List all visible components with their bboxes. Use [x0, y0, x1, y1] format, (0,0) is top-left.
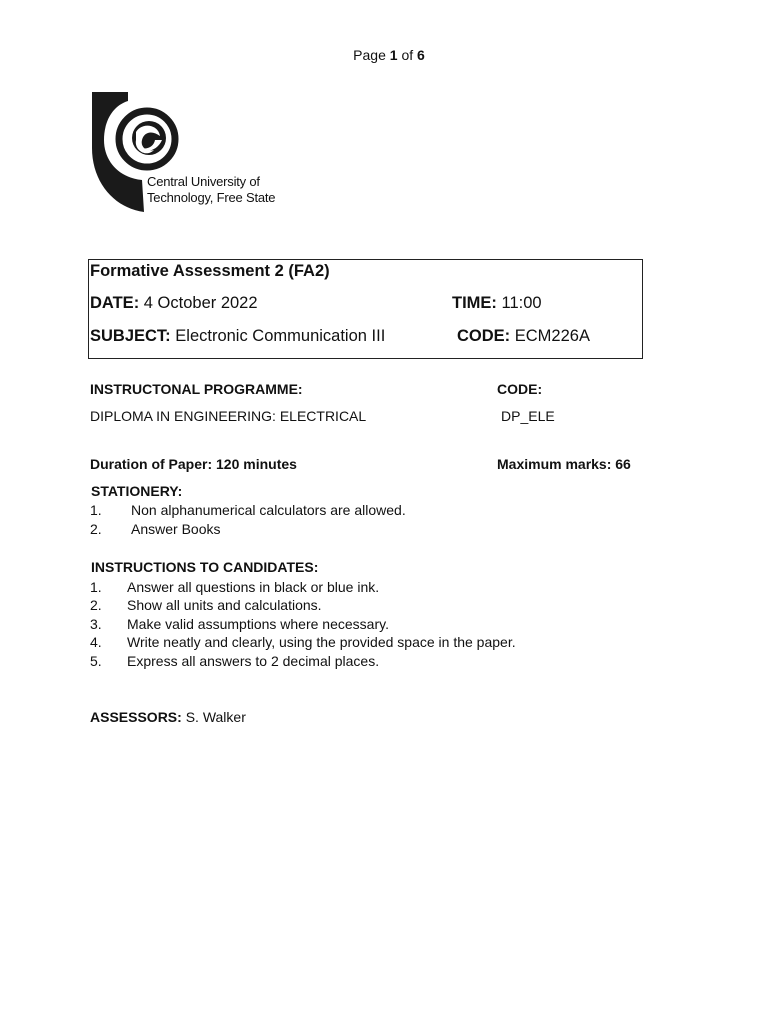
programme-name: DIPLOMA IN ENGINEERING: ELECTRICAL	[90, 408, 367, 424]
instruction-number: 1.	[90, 579, 102, 595]
instruction-text: Write neatly and clearly, using the provided space in the paper.	[127, 634, 516, 650]
code-value: ECM226A	[514, 327, 590, 345]
logo-text-line1: Central University of	[147, 174, 260, 189]
page-label: Page	[353, 47, 386, 63]
programme-code: DP_ELE	[501, 408, 555, 424]
date-label: DATE:	[90, 294, 140, 312]
date-row	[90, 294, 258, 313]
assessors-label: ASSESSORS:	[90, 709, 182, 725]
stationery-item-number: 1.	[90, 502, 102, 518]
instruction-text: Express all answers to 2 decimal places.	[127, 653, 380, 669]
date-value: 4 October 2022	[143, 294, 258, 312]
instruction-number: 2.	[90, 597, 102, 613]
code-row	[457, 327, 590, 346]
subject-row	[90, 327, 385, 346]
assessors-value: S. Walker	[185, 709, 246, 725]
code-label: CODE:	[457, 327, 511, 345]
instruction-number: 3.	[90, 616, 102, 632]
stationery-item-number: 2.	[90, 521, 102, 537]
page-current: 1	[389, 47, 398, 63]
instruction-number: 5.	[90, 653, 102, 669]
instruction-text: Show all units and calculations.	[127, 597, 322, 613]
instruction-text: Make valid assumptions where necessary.	[127, 616, 389, 632]
assessors	[90, 709, 246, 725]
time-row	[452, 294, 542, 313]
assessment-title: Formative Assessment 2 (FA2)	[90, 262, 330, 280]
subject-label: SUBJECT:	[90, 327, 171, 345]
instruction-text: Answer all questions in black or blue ink.	[127, 579, 380, 595]
instruction-number: 4.	[90, 634, 102, 650]
duration: Duration of Paper: 120 minutes	[90, 456, 297, 472]
logo-text-line2: Technology, Free State	[147, 190, 276, 205]
page-number	[0, 47, 768, 63]
max-marks: Maximum marks: 66	[497, 456, 631, 472]
programme-code-label: CODE:	[497, 381, 543, 397]
stationery-heading: STATIONERY:	[91, 483, 183, 499]
instructions-heading: INSTRUCTIONS TO CANDIDATES:	[91, 559, 319, 575]
time-value: 11:00	[501, 294, 542, 312]
programme-label: INSTRUCTONAL PROGRAMME:	[90, 381, 303, 397]
stationery-item-text: Non alphanumerical calculators are allowed.	[131, 502, 406, 518]
page-of: of	[401, 47, 414, 63]
stationery-item-text: Answer Books	[131, 521, 221, 537]
time-label: TIME:	[452, 294, 497, 312]
subject-value: Electronic Communication III	[175, 327, 386, 345]
page-total: 6	[417, 47, 425, 63]
